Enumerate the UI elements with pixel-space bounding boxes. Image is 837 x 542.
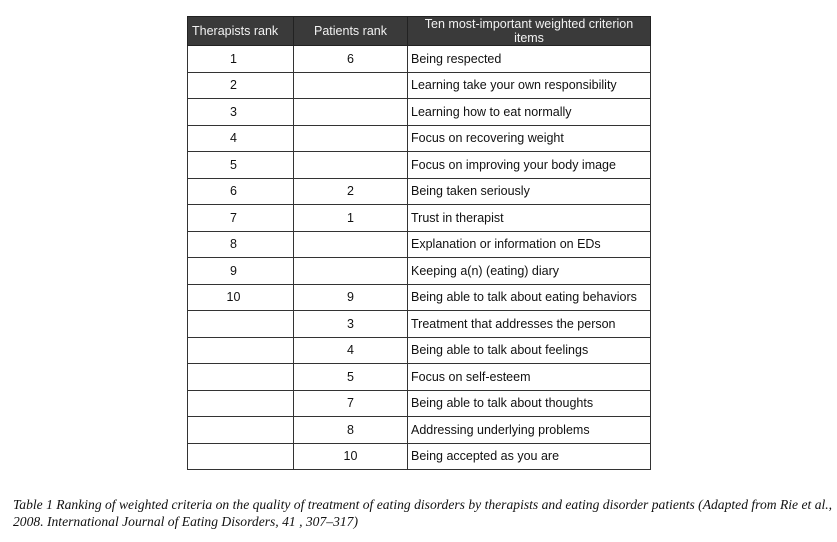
patient-rank-cell: 3: [294, 311, 408, 338]
table-body: [188, 46, 651, 470]
patient-rank-cell: 8: [294, 417, 408, 444]
ranking-table-container: [187, 16, 650, 470]
table-row: [188, 337, 651, 364]
criterion-item-cell: Keeping a(n) (eating) diary: [408, 258, 651, 285]
criterion-item-cell: Being able to talk about feelings: [408, 337, 651, 364]
criterion-item-cell: Focus on improving your body image: [408, 152, 651, 179]
patient-rank-cell: [294, 231, 408, 258]
patient-rank-cell: [294, 125, 408, 152]
table-row: [188, 152, 651, 179]
table-row: [188, 46, 651, 73]
therapist-rank-cell: 4: [188, 125, 294, 152]
criterion-item-cell: Being taken seriously: [408, 178, 651, 205]
criterion-item-cell: Focus on recovering weight: [408, 125, 651, 152]
table-row: [188, 417, 651, 444]
criterion-item-cell: Addressing underlying problems: [408, 417, 651, 444]
table-row: [188, 72, 651, 99]
therapist-rank-cell: 1: [188, 46, 294, 73]
patient-rank-cell: 1: [294, 205, 408, 232]
criterion-item-cell: Treatment that addresses the person: [408, 311, 651, 338]
header-criterion-items: Ten most-important weighted criterion items: [408, 17, 651, 46]
patient-rank-cell: 7: [294, 390, 408, 417]
therapist-rank-cell: 8: [188, 231, 294, 258]
table-row: [188, 178, 651, 205]
table-row: [188, 284, 651, 311]
therapist-rank-cell: 2: [188, 72, 294, 99]
table-row: [188, 231, 651, 258]
header-patients-rank: Patients rank: [294, 17, 408, 46]
table-row: [188, 205, 651, 232]
criterion-item-cell: Being able to talk about thoughts: [408, 390, 651, 417]
therapist-rank-cell: [188, 443, 294, 470]
patient-rank-cell: 2: [294, 178, 408, 205]
patient-rank-cell: [294, 258, 408, 285]
therapist-rank-cell: 5: [188, 152, 294, 179]
therapist-rank-cell: [188, 311, 294, 338]
therapist-rank-cell: 3: [188, 99, 294, 126]
patient-rank-cell: 6: [294, 46, 408, 73]
therapist-rank-cell: 10: [188, 284, 294, 311]
patient-rank-cell: 4: [294, 337, 408, 364]
table-row: [188, 390, 651, 417]
table-header-row: [188, 17, 651, 46]
table-row: [188, 311, 651, 338]
table-row: [188, 125, 651, 152]
patient-rank-cell: [294, 72, 408, 99]
ranking-table: [187, 16, 651, 470]
therapist-rank-cell: [188, 417, 294, 444]
criterion-item-cell: Being accepted as you are: [408, 443, 651, 470]
therapist-rank-cell: [188, 364, 294, 391]
criterion-item-cell: Focus on self-esteem: [408, 364, 651, 391]
therapist-rank-cell: 7: [188, 205, 294, 232]
criterion-item-cell: Explanation or information on EDs: [408, 231, 651, 258]
therapist-rank-cell: 9: [188, 258, 294, 285]
patient-rank-cell: [294, 152, 408, 179]
table-row: [188, 443, 651, 470]
therapist-rank-cell: 6: [188, 178, 294, 205]
table-caption: Table 1 Ranking of weighted criteria on the quality of treatment of eating disorders by therapists and eating disorder patients (Adapted from Rie et al., 2008. International Journal of Eating Disorders, 41 , 307–317): [13, 497, 833, 529]
therapist-rank-cell: [188, 337, 294, 364]
table-row: [188, 99, 651, 126]
criterion-item-cell: Being able to talk about eating behaviors: [408, 284, 651, 311]
table-row: [188, 364, 651, 391]
patient-rank-cell: 10: [294, 443, 408, 470]
therapist-rank-cell: [188, 390, 294, 417]
criterion-item-cell: Trust in therapist: [408, 205, 651, 232]
criterion-item-cell: Learning how to eat normally: [408, 99, 651, 126]
header-therapists-rank: Therapists rank: [188, 17, 294, 46]
patient-rank-cell: 5: [294, 364, 408, 391]
table-row: [188, 258, 651, 285]
criterion-item-cell: Learning take your own responsibility: [408, 72, 651, 99]
patient-rank-cell: 9: [294, 284, 408, 311]
criterion-item-cell: Being respected: [408, 46, 651, 73]
patient-rank-cell: [294, 99, 408, 126]
